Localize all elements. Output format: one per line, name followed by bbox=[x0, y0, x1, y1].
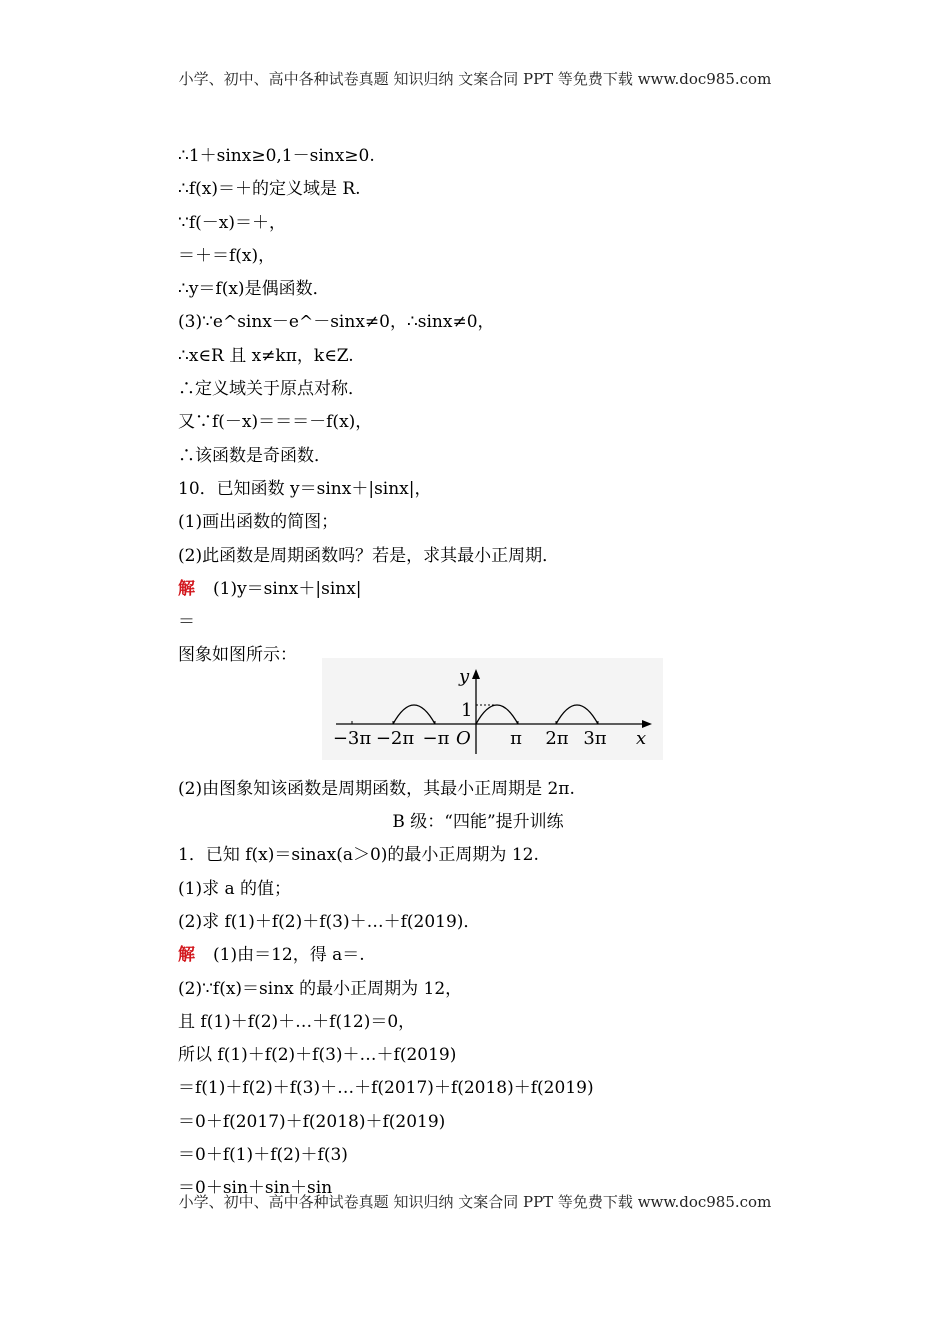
solution-label: 解 bbox=[178, 945, 195, 966]
text-line: ＝f(1)＋f(2)＋f(3)＋…＋f(2017)＋f(2018)＋f(2019) bbox=[178, 1078, 594, 1099]
y-axis-label: y bbox=[459, 666, 470, 687]
problem-statement: 10．已知函数 y＝sinx＋|sinx|， bbox=[178, 478, 432, 499]
text-line: ∴f(x)＝＋的定义域是 R. bbox=[178, 179, 361, 200]
text-line: ∵f(－x)＝＋， bbox=[178, 212, 286, 233]
solution-line bbox=[178, 573, 778, 606]
tick-label: π bbox=[510, 728, 522, 749]
solution-line bbox=[178, 939, 778, 972]
origin-label: O bbox=[456, 728, 471, 749]
header-banner: 小学、初中、高中各种试卷真题 知识归纳 文案合同 PPT 等免费下载 www.doc985.com bbox=[178, 70, 772, 88]
section-heading: B 级：“四能”提升训练 bbox=[392, 812, 564, 833]
solution-text: (1)y＝sinx＋|sinx| bbox=[213, 578, 362, 599]
function-graph bbox=[322, 658, 663, 760]
text-line: ∴定义域关于原点对称． bbox=[178, 379, 365, 400]
function-graph-figure bbox=[322, 658, 663, 760]
text-line: 且 f(1)＋f(2)＋…＋f(12)＝0， bbox=[178, 1011, 416, 1032]
tick-label: −2π bbox=[375, 728, 415, 749]
tick-label: 2π bbox=[545, 728, 569, 749]
problem-statement: 1．已知 f(x)＝sinax(a＞0)的最小正周期为 12. bbox=[178, 845, 539, 866]
figure-background bbox=[322, 658, 663, 760]
text-line: (3)∵e^sinx－e^－sinx≠0，∴sinx≠0， bbox=[178, 312, 495, 333]
text-line: 图象如图所示： bbox=[178, 645, 297, 666]
text-line: (2)∵f(x)＝sinx 的最小正周期为 12， bbox=[178, 978, 463, 999]
text-line: (1)求 a 的值； bbox=[178, 878, 292, 899]
text-line: ∴该函数是奇函数． bbox=[178, 445, 331, 466]
text-line: ＝0＋f(1)＋f(2)＋f(3) bbox=[178, 1145, 348, 1166]
text-line: ＝＋＝f(x)， bbox=[178, 245, 276, 266]
solution-text: (1)由＝12，得 a＝. bbox=[213, 945, 365, 966]
text-line: ∴y＝f(x)是偶函数． bbox=[178, 279, 330, 300]
tick-label: −3π bbox=[332, 728, 372, 749]
text-line: (2)此函数是周期函数吗？若是，求其最小正周期． bbox=[178, 545, 560, 566]
text-line: (2)求 f(1)＋f(2)＋f(3)＋…＋f(2019)． bbox=[178, 911, 481, 932]
text-line: (2)由图象知该函数是周期函数，其最小正周期是 2π. bbox=[178, 778, 575, 799]
tick-label: 3π bbox=[583, 728, 607, 749]
text-line: ∴1＋sinx≥0,1－sinx≥0. bbox=[178, 146, 375, 166]
one-label: 1 bbox=[461, 700, 473, 721]
solution-label: 解 bbox=[178, 578, 195, 599]
tick-label: −π bbox=[422, 728, 450, 749]
text-line: 又∵f(－x)＝＝＝－f(x)， bbox=[178, 412, 373, 433]
text-line: (1)画出函数的简图； bbox=[178, 512, 339, 533]
text-line: 所以 f(1)＋f(2)＋f(3)＋…＋f(2019) bbox=[178, 1045, 457, 1066]
text-line: ＝0＋sin＋sin＋sin bbox=[178, 1178, 333, 1199]
footer-banner: 小学、初中、高中各种试卷真题 知识归纳 文案合同 PPT 等免费下载 www.doc985.com bbox=[178, 1193, 772, 1211]
text-line: ＝ bbox=[178, 612, 195, 633]
text-line: ＝0＋f(2017)＋f(2018)＋f(2019) bbox=[178, 1111, 446, 1132]
x-axis-label: x bbox=[636, 728, 647, 749]
text-line: ∴x∈R 且 x≠kπ，k∈Z. bbox=[178, 345, 354, 366]
